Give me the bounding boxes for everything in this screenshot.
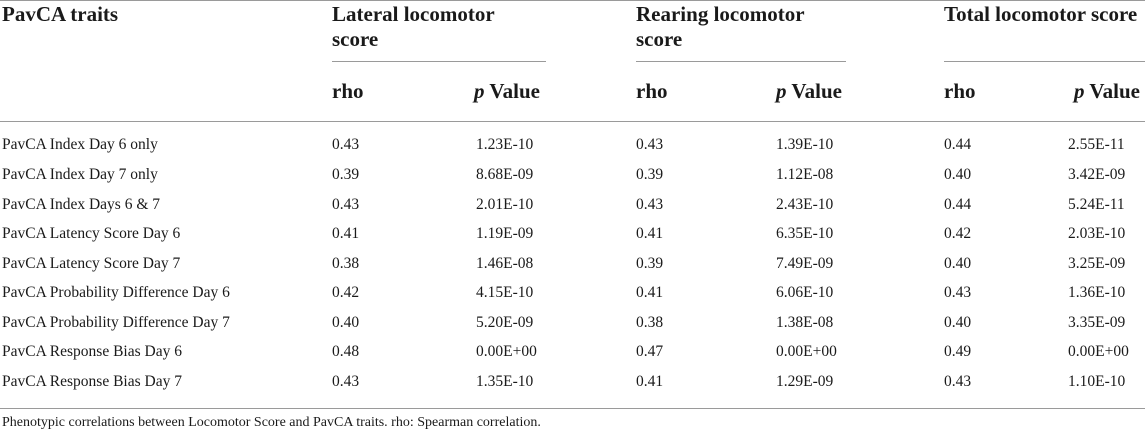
- cell-total-rho: 0.40: [944, 166, 972, 183]
- cell-trait: PavCA Index Day 7 only: [2, 166, 158, 183]
- cell-lateral-p: 1.35E-10: [476, 373, 534, 390]
- header-lateral-line2: score: [332, 27, 379, 51]
- cell-trait: PavCA Response Bias Day 7: [2, 373, 182, 390]
- cell-lateral-p: 1.46E-08: [476, 255, 534, 272]
- table-footnote: Phenotypic correlations between Locomotor Score and PavCA traits. rho: Spearman correlation.: [2, 415, 541, 430]
- cell-total-rho: 0.40: [944, 255, 972, 272]
- cell-lateral-rho: 0.38: [332, 255, 360, 272]
- cell-rearing-p: 1.39E-10: [776, 136, 834, 153]
- table-row: [0, 338, 1145, 366]
- cell-lateral-rho: 0.48: [332, 343, 360, 360]
- cell-rearing-rho: 0.43: [636, 136, 664, 153]
- cell-total-rho: 0.49: [944, 343, 972, 360]
- cell-trait: PavCA Index Day 6 only: [2, 136, 158, 153]
- group-rule-total: [944, 61, 1145, 62]
- top-rule: [0, 0, 1145, 1]
- cell-rearing-rho: 0.41: [636, 225, 664, 242]
- bottom-rule: [0, 408, 1145, 409]
- subheader-total-p: p Value: [1074, 79, 1140, 103]
- cell-trait: PavCA Index Days 6 & 7: [2, 196, 161, 213]
- cell-rearing-rho: 0.39: [636, 166, 664, 183]
- cell-rearing-rho: 0.43: [636, 196, 664, 213]
- cell-rearing-rho: 0.47: [636, 343, 664, 360]
- cell-total-p: 1.10E-10: [1068, 373, 1126, 390]
- cell-lateral-p: 1.23E-10: [476, 136, 534, 153]
- cell-total-p: 1.36E-10: [1068, 284, 1126, 301]
- cell-lateral-rho: 0.39: [332, 166, 360, 183]
- subheader-total-rho: rho: [944, 79, 976, 103]
- group-rule-rearing: [636, 61, 846, 62]
- cell-lateral-rho: 0.40: [332, 314, 360, 331]
- table-row: [0, 368, 1145, 396]
- cell-rearing-rho: 0.38: [636, 314, 664, 331]
- cell-rearing-rho: 0.41: [636, 373, 664, 390]
- subheader-rearing-p: p Value: [776, 79, 842, 103]
- table-row: [0, 161, 1145, 189]
- cell-rearing-p: 6.06E-10: [776, 284, 834, 301]
- cell-trait: PavCA Latency Score Day 7: [2, 255, 181, 272]
- header-rearing-line1: Rearing locomotor: [636, 2, 805, 26]
- header-traits: PavCA traits: [2, 2, 119, 26]
- header-lateral-line1: Lateral locomotor: [332, 2, 495, 26]
- cell-rearing-rho: 0.41: [636, 284, 664, 301]
- cell-lateral-rho: 0.41: [332, 225, 360, 242]
- cell-total-p: 3.35E-09: [1068, 314, 1126, 331]
- table-row: [0, 191, 1145, 219]
- cell-total-p: 3.42E-09: [1068, 166, 1126, 183]
- header-rearing-line2: score: [636, 27, 683, 51]
- cell-total-rho: 0.44: [944, 136, 972, 153]
- cell-rearing-p: 6.35E-10: [776, 225, 834, 242]
- cell-rearing-rho: 0.39: [636, 255, 664, 272]
- cell-rearing-p: 7.49E-09: [776, 255, 834, 272]
- table-row: [0, 279, 1145, 307]
- cell-total-rho: 0.44: [944, 196, 972, 213]
- cell-lateral-rho: 0.43: [332, 196, 360, 213]
- header-total-line1: Total locomotor score: [944, 2, 1138, 26]
- cell-lateral-rho: 0.43: [332, 373, 360, 390]
- header-rule: [0, 121, 1145, 122]
- cell-trait: PavCA Probability Difference Day 7: [2, 314, 230, 331]
- header-lateral: [332, 2, 495, 52]
- cell-lateral-rho: 0.43: [332, 136, 360, 153]
- cell-trait: PavCA Response Bias Day 6: [2, 343, 182, 360]
- cell-lateral-p: 4.15E-10: [476, 284, 534, 301]
- group-rule-lateral: [332, 61, 546, 62]
- cell-total-p: 0.00E+00: [1068, 343, 1129, 360]
- cell-lateral-p: 5.20E-09: [476, 314, 534, 331]
- subheader-rearing-rho: rho: [636, 79, 668, 103]
- cell-trait: PavCA Latency Score Day 6: [2, 225, 181, 242]
- cell-rearing-p: 2.43E-10: [776, 196, 834, 213]
- subheader-lateral-p: p Value: [474, 79, 540, 103]
- table-row: [0, 309, 1145, 337]
- cell-total-rho: 0.42: [944, 225, 972, 242]
- cell-total-rho: 0.43: [944, 373, 972, 390]
- cell-rearing-p: 1.29E-09: [776, 373, 834, 390]
- cell-total-p: 2.55E-11: [1068, 136, 1125, 153]
- table-row: [0, 131, 1145, 159]
- cell-lateral-rho: 0.42: [332, 284, 360, 301]
- cell-rearing-p: 0.00E+00: [776, 343, 837, 360]
- cell-total-p: 2.03E-10: [1068, 225, 1126, 242]
- cell-total-p: 5.24E-11: [1068, 196, 1125, 213]
- cell-lateral-p: 1.19E-09: [476, 225, 534, 242]
- cell-total-rho: 0.43: [944, 284, 972, 301]
- table-row: [0, 220, 1145, 248]
- subheader-lateral-rho: rho: [332, 79, 364, 103]
- cell-total-p: 3.25E-09: [1068, 255, 1126, 272]
- header-rearing: [636, 2, 805, 52]
- cell-total-rho: 0.40: [944, 314, 972, 331]
- header-total: [944, 2, 1137, 27]
- cell-lateral-p: 0.00E+00: [476, 343, 537, 360]
- cell-rearing-p: 1.38E-08: [776, 314, 834, 331]
- cell-lateral-p: 8.68E-09: [476, 166, 534, 183]
- cell-lateral-p: 2.01E-10: [476, 196, 534, 213]
- cell-rearing-p: 1.12E-08: [776, 166, 834, 183]
- table-row: [0, 250, 1145, 278]
- cell-trait: PavCA Probability Difference Day 6: [2, 284, 230, 301]
